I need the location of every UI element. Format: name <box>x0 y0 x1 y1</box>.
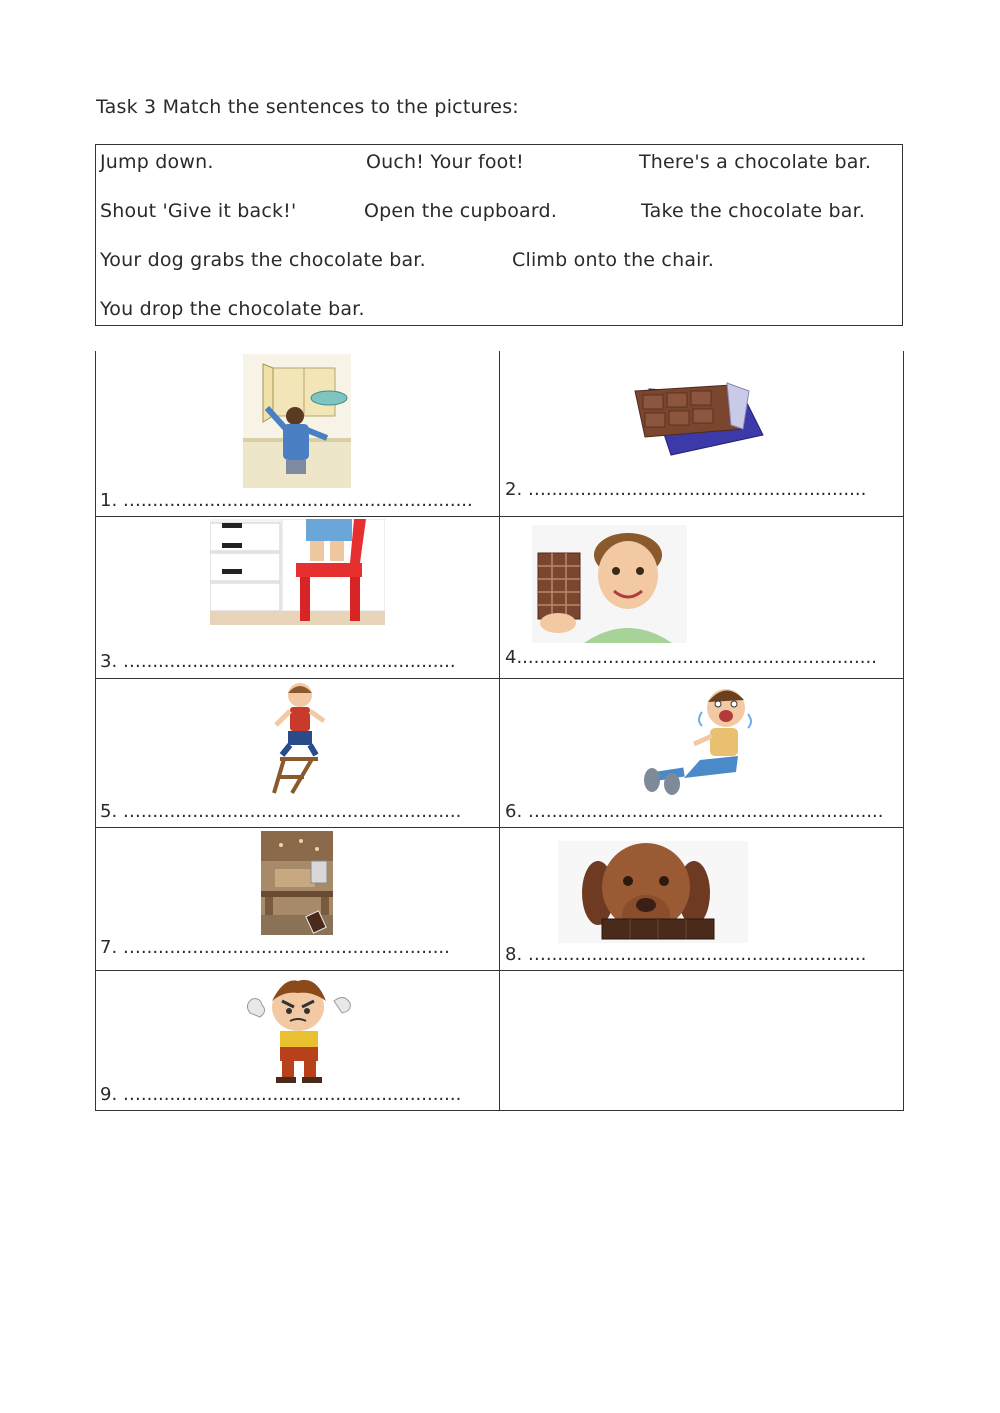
grid-line <box>499 351 500 1111</box>
grid-line <box>95 1110 904 1111</box>
dog-grabbing-chocolate-picture <box>558 841 748 943</box>
answer-line-1[interactable]: 1. ….......................................................... <box>100 490 473 511</box>
phrase-bank <box>95 144 903 326</box>
answer-line-4[interactable]: 4............................................................... <box>505 647 877 668</box>
boy-opening-cupboard-picture <box>243 354 351 488</box>
grid-line <box>95 351 96 1111</box>
child-climbing-chair-picture <box>210 519 385 625</box>
grid-line <box>95 678 904 679</box>
phrase-theres-a-chocolate-bar: There's a chocolate bar. <box>639 151 872 173</box>
boy-jumping-off-chair-picture <box>270 681 328 795</box>
grid-line <box>95 516 904 517</box>
answer-line-9[interactable]: 9. …........................................................ <box>100 1084 462 1105</box>
answer-line-5[interactable]: 5. …........................................................ <box>100 801 462 822</box>
answer-line-2[interactable]: 2. …........................................................ <box>505 479 867 500</box>
phrase-shout-give-it-back: Shout 'Give it back!' <box>100 200 297 222</box>
phrase-ouch-your-foot: Ouch! Your foot! <box>366 151 524 173</box>
phrase-take-the-chocolate-bar: Take the chocolate bar. <box>641 200 866 222</box>
phrase-climb-onto-chair: Climb onto the chair. <box>512 249 715 271</box>
phrase-drop-chocolate-bar: You drop the chocolate bar. <box>100 298 365 320</box>
grid-line <box>903 351 904 1111</box>
phrase-open-the-cupboard: Open the cupboard. <box>364 200 558 222</box>
answer-line-7[interactable]: 7. …...................................................... <box>100 937 450 958</box>
picture-grid <box>95 351 904 1111</box>
boy-crying-hurt-foot-picture <box>644 684 760 798</box>
answer-line-3[interactable]: 3. …....................................................... <box>100 651 456 672</box>
phrase-jump-down: Jump down. <box>100 151 214 173</box>
grid-line <box>95 827 904 828</box>
angry-boy-shouting-picture <box>244 975 354 1083</box>
boy-holding-chocolate-picture <box>532 525 687 643</box>
answer-line-8[interactable]: 8. …........................................................ <box>505 944 867 965</box>
phrase-dog-grabs-chocolate: Your dog grabs the chocolate bar. <box>100 249 426 271</box>
chocolate-dropped-on-floor-picture <box>261 831 333 935</box>
task-title: Task 3 Match the sentences to the pictures: <box>96 96 519 118</box>
chocolate-bar-picture <box>631 381 766 461</box>
grid-line <box>95 970 904 971</box>
answer-line-6[interactable]: 6. …........................................................... <box>505 801 884 822</box>
